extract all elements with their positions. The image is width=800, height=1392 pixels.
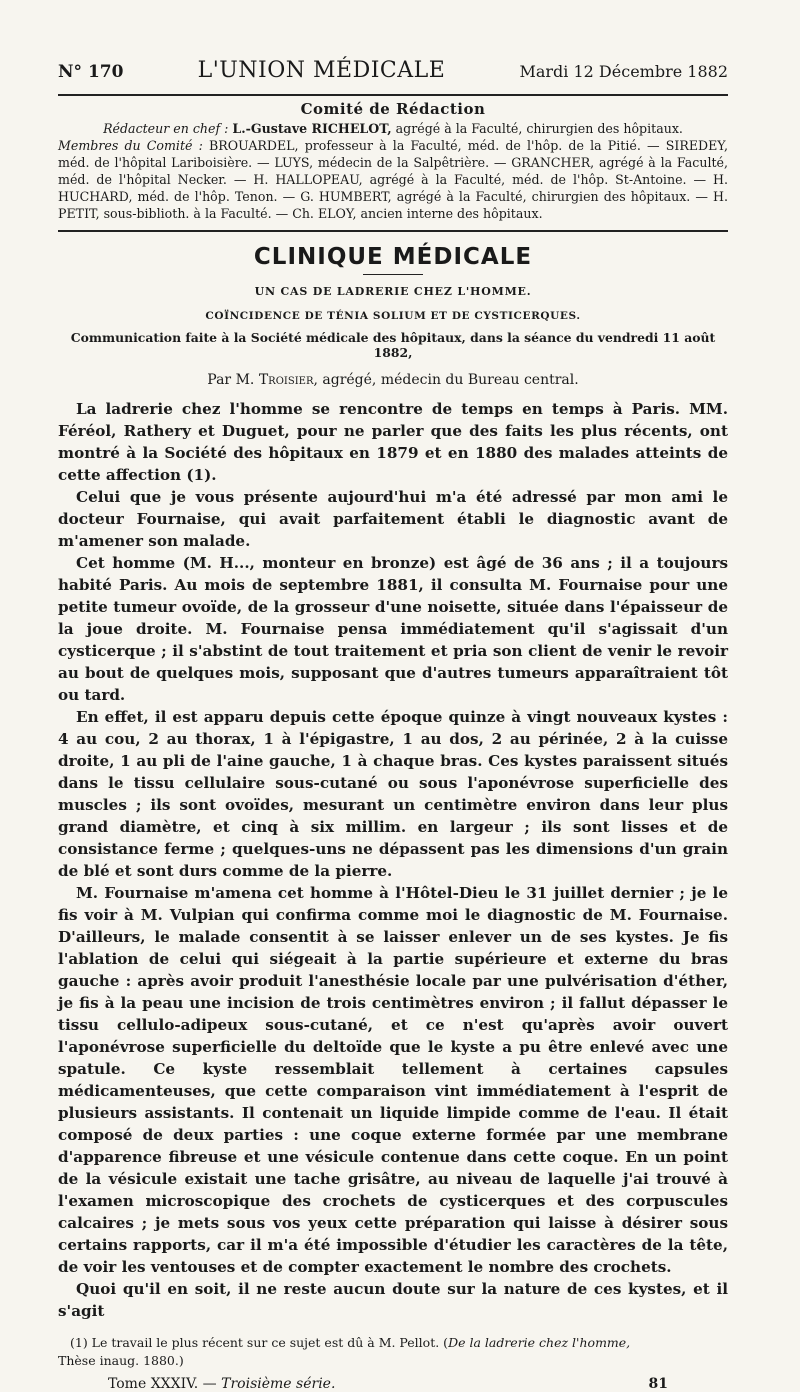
chief-desc: agrégé à la Faculté, chirurgien des hôpitaux. [395, 121, 683, 136]
page-header [58, 58, 728, 92]
paragraph: M. Fournaise m'amena cet homme à l'Hôtel-Dieu le 31 juillet dernier ; je le fis voir à M. Vulpian qui confirma comme moi le diagnostic de M. Fournaise. D'ailleurs, le malade consentit à se laisser enlever un de ses kystes. Je fis l'ablation de celui qui siégeait à la partie supérieure et externe du bras gauche : après avoir produit l'anesthésie locale par une pulvérisation d'éther, je fis à la peau une incision de trois centimètres environ ; il fallut dépasser le tissu cellulo-adipeux sous-cutané, et ce n'est qu'après avoir ouvert l'aponévrose superficielle du deltoïde que le kyste a pu être enlevé avec une spatule. Ce kyste ressemblait tellement à certaines capsules médicamenteuses, que cette comparaison vint immédiatement à l'esprit de plusieurs assistants. Il contenait un liquide limpide comme de l'eau. Il était composé de deux parties : une coque externe formée par une membrane d'apparence fibreuse et une vésicule contenue dans cette coque. En un point de la vésicule existait une tache grisâtre, au niveau de laquelle j'ai trouvé à l'examen microscopique des crochets de cysticerques et des corpuscules calcaires ; je mets sous vos yeux cette préparation qui laisse à désirer sous certains rapports, car il m'a été impossible d'étudier les caractères de la tête, de voir les ventouses et de compter exactement le nombre des crochets. [58, 884, 728, 1276]
article-body [58, 398, 728, 1322]
footnote-main: (1) Le travail le plus récent sur ce sujet est dû à M. Pellot. ( [70, 1335, 449, 1350]
members-label: Membres du Comité : [58, 138, 203, 153]
header-rule [58, 94, 728, 96]
paragraph: Celui que je vous présente aujourd'hui m'a été adressé par mon ami le docteur Fournaise, qui avait parfaitement établi le diagnostic avant de m'amener son malade. [58, 488, 728, 550]
section-rule [363, 274, 423, 275]
committee-members [58, 137, 728, 222]
page-number: 81 [648, 1376, 668, 1392]
author-prefix: Par M. [207, 372, 255, 388]
volume-info [58, 1376, 335, 1392]
members-text: BROUARDEL, professeur à la Faculté, méd. de l'hôp. de la Pitié. — SIREDEY, méd. de l'hôpital Lariboisière. — LUYS, médecin de la Salpêtrière. — GRANCHER, agrégé à la Faculté, méd. de l'hôpital Necker. — H. HALLOPEAU, agrégé à la Faculté, méd. de l'hôp. St-Antoine. — H. HUCHARD, méd. de l'hôp. Tenon. — G. HUMBERT, agrégé à la Faculté, chirurgien des hôpitaux. — H. PETIT, sous-biblioth. à la Faculté. — Ch. ELOY, ancien interne des hôpitaux. [58, 138, 728, 221]
paragraph: La ladrerie chez l'homme se rencontre de temps en temps à Paris. MM. Féréol, Rathery et Duguet, pour ne parler que des faits les plus récents, ont montré à la Société des hôpitaux en 1879 et en 1880 des malades atteints de cette affection (1). [58, 400, 728, 484]
chief-name: L.-Gustave RICHELOT, [232, 121, 392, 136]
journal-title: L'UNION MÉDICALE [197, 58, 446, 83]
committee-rule [58, 230, 728, 232]
author-name: Troisier, [258, 372, 318, 388]
editorial-committee [58, 100, 728, 222]
article-communication: Communication faite à la Société médicale des hôpitaux, dans la séance du vendredi 11 août 1882, [70, 330, 716, 360]
committee-title: Comité de Rédaction [300, 100, 486, 118]
article-author [58, 372, 728, 388]
article-title: UN CAS DE LADRERIE CHEZ L'HOMME. [254, 285, 532, 298]
article-subtitle: COÏNCIDENCE DE TÉNIA SOLIUM ET DE CYSTICERQUES. [205, 310, 581, 322]
footnote-italic: De la ladrerie chez l'homme, [448, 1335, 631, 1350]
series-label: Troisième série. [221, 1376, 336, 1392]
chief-label: Rédacteur en chef : [103, 121, 229, 136]
volume-label: Tome XXXIV. — [108, 1376, 217, 1392]
footnote-end: Thèse inaug. 1880.) [58, 1353, 184, 1368]
paragraph: Quoi qu'il en soit, il ne reste aucun doute sur la nature de ces kystes, et il s'agit [58, 1280, 728, 1320]
issue-date: Mardi 12 Décembre 1882 [519, 62, 728, 81]
footnote [58, 1334, 728, 1370]
author-suffix: agrégé, médecin du Bureau central. [322, 372, 579, 388]
issue-number: N° 170 [58, 62, 124, 82]
section-title: CLINIQUE MÉDICALE [253, 244, 533, 270]
page-footer [58, 1376, 728, 1392]
journal-page [58, 58, 728, 1392]
paragraph: En effet, il est apparu depuis cette époque quinze à vingt nouveaux kystes : 4 au cou, 2 au thorax, 1 à l'épigastre, 1 au dos, 2 au périnée, 2 à la cuisse droite, 1 au pli de l'aine gauche, 1 à chaque bras. Ces kystes paraissent situés dans le tissu cellulaire sous-cutané ou sous l'aponévrose superficielle des muscles ; ils sont ovoïdes, mesurant un centimètre environ dans leur plus grand diamètre, et cinq à six millim. en largeur ; ils sont lisses et de consistance ferme ; quelques-uns ne dépassent pas les dimensions d'un grain de blé et sont durs comme de la pierre. [58, 708, 728, 880]
chief-editor-line [58, 120, 728, 137]
paragraph: Cet homme (M. H..., monteur en bronze) est âgé de 36 ans ; il a toujours habité Paris. Au mois de septembre 1881, il consulta M. Fournaise pour une petite tumeur ovoïde, de la grosseur d'une noisette, située dans l'épaisseur de la joue droite. M. Fournaise pensa immédiatement qu'il s'agissait d'un cysticerque ; il s'abstint de tout traitement et pria son client de venir le revoir au bout de quelques mois, supposant que d'autres tumeurs apparaîtraient tôt ou tard. [58, 554, 728, 704]
